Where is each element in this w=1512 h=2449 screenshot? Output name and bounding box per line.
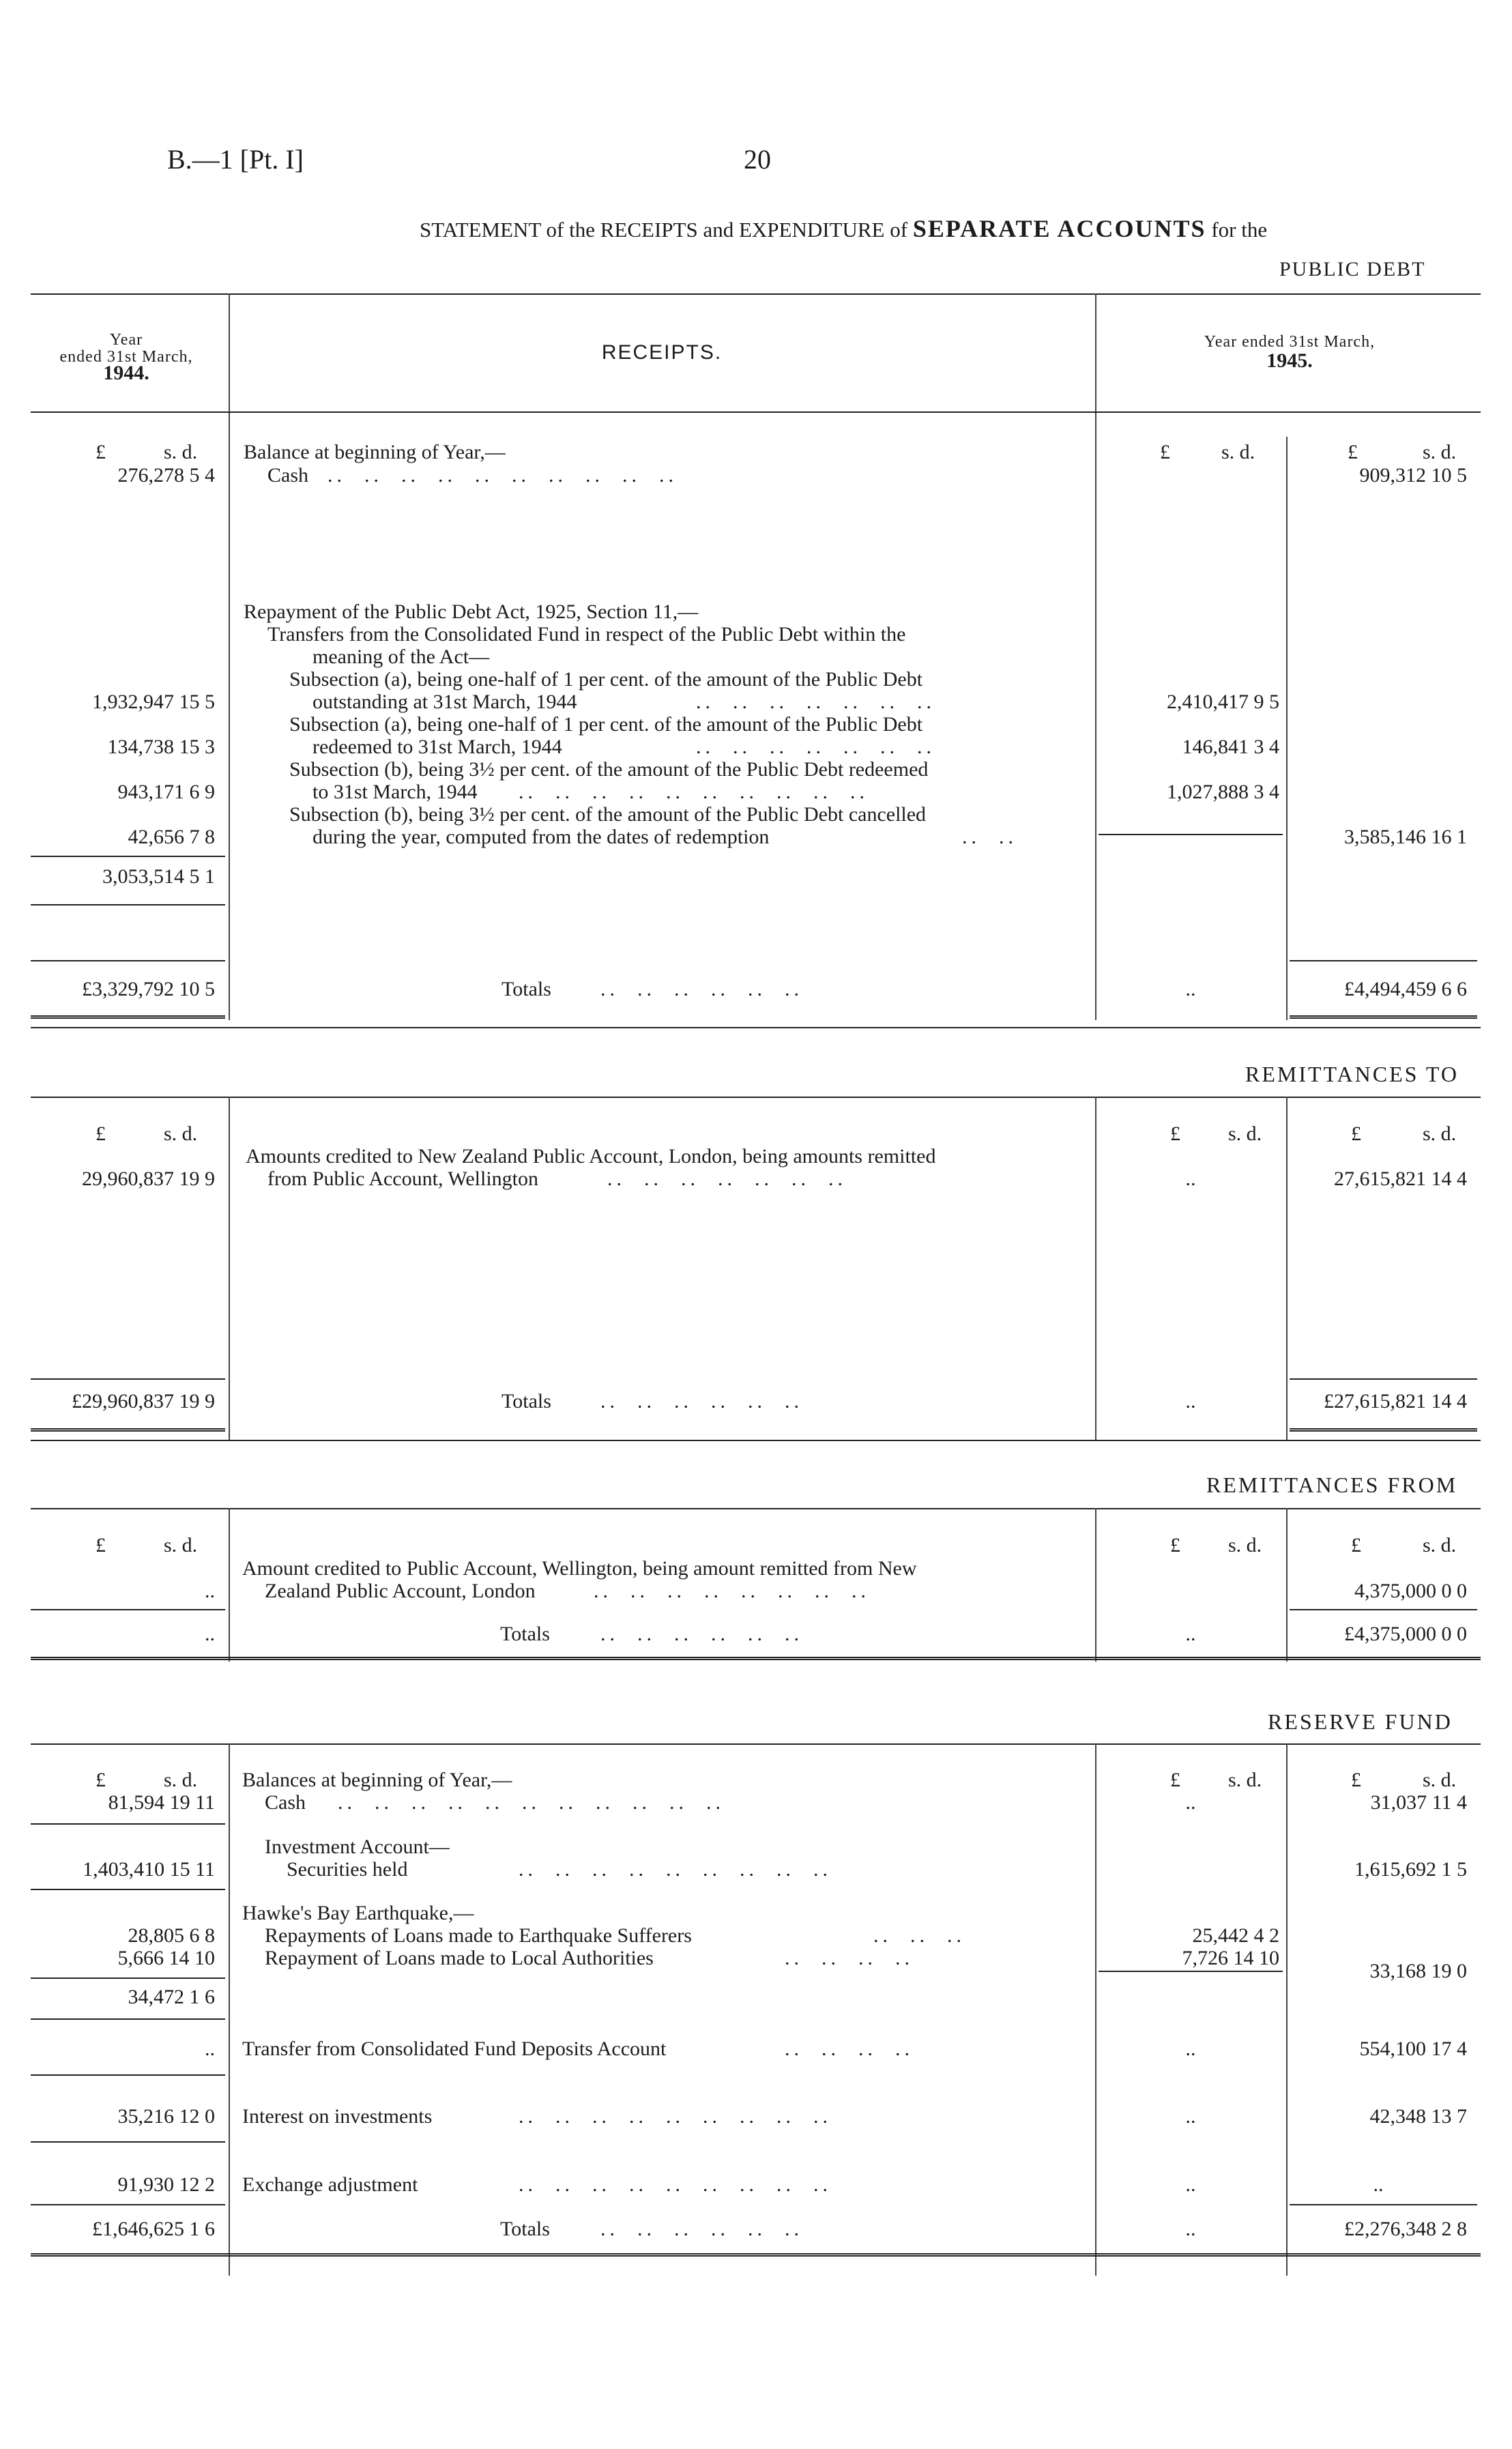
rule bbox=[31, 293, 1481, 295]
rule bbox=[1099, 1971, 1283, 1972]
remittance-text: Amount credited to Public Account, Wellington, being amount remitted from New bbox=[242, 1557, 917, 1580]
subsection-text: during the year, computed from the dates of redemption bbox=[312, 826, 770, 848]
amount-prev: 943,171 6 9 bbox=[117, 781, 215, 803]
subsection-text: Subsection (b), being 3½ per cent. of the amount of the Public Debt redeemed bbox=[289, 758, 929, 781]
totals-cur: £4,375,000 0 0 bbox=[1344, 1623, 1467, 1645]
rule bbox=[1290, 1609, 1477, 1610]
leader-dots: .. .. .. .. bbox=[785, 2038, 914, 2060]
rule bbox=[31, 2074, 225, 2076]
hawkes-bay-prev: 28,805 6 8 bbox=[128, 1924, 215, 1947]
double-rule bbox=[31, 1428, 225, 1432]
cur-symbol: £ bbox=[1348, 441, 1358, 463]
col-divider bbox=[229, 293, 230, 1020]
subsection-text: redeemed to 31st March, 1944 bbox=[312, 736, 562, 758]
cur-symbol: £ bbox=[96, 1122, 106, 1145]
totals-mid: .. bbox=[1185, 2218, 1196, 2240]
rule bbox=[1290, 960, 1477, 961]
cur-symbol: £ bbox=[1170, 1769, 1180, 1791]
totals-prev: £3,329,792 10 5 bbox=[82, 978, 215, 1000]
balances-heading: Balances at beginning of Year,— bbox=[242, 1769, 512, 1791]
rule bbox=[31, 2141, 225, 2143]
cur-sd: s. d. bbox=[1228, 1122, 1262, 1145]
cur-sd: s. d. bbox=[1423, 1534, 1457, 1556]
cur-symbol: £ bbox=[96, 1534, 106, 1556]
year-prev-value: 1944. bbox=[103, 362, 149, 384]
leader-dots: .. .. .. .. bbox=[785, 1947, 914, 1969]
double-rule bbox=[1290, 1428, 1477, 1432]
totals-prev: £29,960,837 19 9 bbox=[72, 1390, 215, 1412]
col-divider bbox=[1286, 1508, 1288, 1662]
remittance-text: Amounts credited to New Zealand Public Account, London, being amounts remitted bbox=[246, 1145, 936, 1168]
hawkes-bay-mid: 7,726 14 10 bbox=[1182, 1947, 1279, 1969]
receipts-heading: RECEIPTS. bbox=[601, 341, 723, 364]
cash-mid: .. bbox=[1185, 1791, 1196, 1814]
double-rule bbox=[31, 2253, 1481, 2257]
cur-sd: s. d. bbox=[1228, 1769, 1262, 1791]
rule bbox=[31, 1508, 1481, 1509]
rule bbox=[1099, 834, 1283, 835]
rule bbox=[31, 1743, 1481, 1745]
subtotal-prev: 3,053,514 5 1 bbox=[102, 865, 215, 888]
rule bbox=[31, 1609, 225, 1610]
repayment-heading: Repayment of the Public Debt Act, 1925, Section 11,— bbox=[244, 600, 699, 623]
rule bbox=[31, 960, 225, 961]
leader-dots: .. .. .. .. .. .. bbox=[600, 1623, 803, 1645]
leader-dots: .. .. .. .. .. .. .. .. .. bbox=[519, 1858, 832, 1881]
double-rule bbox=[31, 1015, 225, 1019]
section-title-reserve-fund: RESERVE FUND bbox=[1268, 1709, 1453, 1734]
hawkes-bay-subtotal-prev: 34,472 1 6 bbox=[128, 1986, 215, 2008]
amount-cur: 4,375,000 0 0 bbox=[1354, 1580, 1467, 1602]
cash-prev: 81,594 19 11 bbox=[108, 1791, 215, 1814]
interest-mid: .. bbox=[1185, 2105, 1196, 2128]
col-divider bbox=[229, 1743, 230, 2276]
section-title-public-debt: PUBLIC DEBT bbox=[1279, 258, 1426, 280]
rule bbox=[31, 411, 1481, 413]
totals-mid: .. bbox=[1185, 978, 1196, 1000]
cur-sd: s. d. bbox=[1228, 1534, 1262, 1556]
rule bbox=[31, 1440, 1481, 1441]
leader-dots: .. .. .. .. .. .. .. bbox=[696, 691, 935, 713]
rule bbox=[31, 2018, 225, 2020]
rule bbox=[31, 2204, 225, 2205]
repayment-text: meaning of the Act— bbox=[312, 646, 490, 668]
leader-dots: .. .. .. .. .. .. .. bbox=[607, 1168, 847, 1190]
subsection-text: Subsection (a), being one-half of 1 per cent. of the amount of the Public Debt bbox=[289, 713, 923, 736]
col-divider bbox=[1095, 1097, 1096, 1441]
interest-prev: 35,216 12 0 bbox=[117, 2105, 215, 2128]
section-title-remittances-from: REMITTANCES FROM bbox=[1206, 1473, 1458, 1497]
amount-cur: 27,615,821 14 4 bbox=[1334, 1168, 1467, 1190]
cur-sd: s. d. bbox=[1423, 1122, 1457, 1145]
cur-symbol: £ bbox=[1160, 441, 1170, 463]
rule bbox=[31, 1977, 225, 1979]
transfer-prev: .. bbox=[205, 2038, 215, 2060]
hawkes-bay-mid: 25,442 4 2 bbox=[1192, 1924, 1279, 1947]
totals-cur: £2,276,348 2 8 bbox=[1344, 2218, 1467, 2240]
cur-symbol: £ bbox=[1351, 1769, 1361, 1791]
totals-label: Totals bbox=[501, 978, 551, 1000]
cur-sd: s. d. bbox=[1423, 1769, 1457, 1791]
transfer-cur: 554,100 17 4 bbox=[1359, 2038, 1467, 2060]
amount-prev: 134,738 15 3 bbox=[107, 736, 215, 758]
leader-dots: .. .. .. .. .. .. .. .. .. bbox=[519, 2105, 832, 2128]
statement-emphasis: SEPARATE ACCOUNTS bbox=[912, 215, 1206, 242]
amount-cur-detail: 1,027,888 3 4 bbox=[1167, 781, 1279, 803]
rule bbox=[1290, 2204, 1477, 2205]
transfer-label: Transfer from Consolidated Fund Deposits Account bbox=[242, 2038, 667, 2060]
leader-dots: .. .. .. .. .. .. bbox=[600, 978, 803, 1000]
hawkes-bay-item: Repayments of Loans made to Earthquake Sufferers bbox=[265, 1924, 692, 1947]
amount-cur-detail: 2,410,417 9 5 bbox=[1167, 691, 1279, 713]
hawkes-bay-prev: 5,666 14 10 bbox=[117, 1947, 215, 1969]
col-divider bbox=[1095, 1743, 1096, 2276]
rule bbox=[31, 1378, 225, 1380]
subsection-text: to 31st March, 1944 bbox=[312, 781, 478, 803]
cur-symbol: £ bbox=[96, 1769, 106, 1791]
leader-dots: .. .. .. .. .. .. .. .. bbox=[594, 1580, 870, 1602]
col-divider bbox=[1286, 1097, 1288, 1441]
cur-sd: s. d. bbox=[1221, 441, 1255, 463]
totals-mid: .. bbox=[1185, 1390, 1196, 1412]
cur-symbol: £ bbox=[1351, 1122, 1361, 1145]
col-divider bbox=[229, 1097, 230, 1441]
investment-heading: Investment Account— bbox=[265, 1836, 450, 1858]
cur-sd: s. d. bbox=[164, 1122, 198, 1145]
year-prev-label: Year bbox=[109, 331, 143, 349]
leader-dots: .. .. .. .. .. .. .. bbox=[696, 736, 935, 758]
exchange-label: Exchange adjustment bbox=[242, 2173, 418, 2196]
interest-cur: 42,348 13 7 bbox=[1369, 2105, 1467, 2128]
cur-symbol: £ bbox=[1170, 1122, 1180, 1145]
rule bbox=[31, 1889, 225, 1890]
cash-prev: 276,278 5 4 bbox=[117, 464, 215, 487]
totals-cur: £27,615,821 14 4 bbox=[1324, 1390, 1467, 1412]
running-head: B.—1 [Pt. I] bbox=[167, 144, 304, 175]
cur-symbol: £ bbox=[1170, 1534, 1180, 1556]
totals-cur: £4,494,459 6 6 bbox=[1344, 978, 1467, 1000]
leader-dots: .. .. bbox=[962, 826, 1017, 848]
double-rule bbox=[1290, 1015, 1477, 1019]
rule bbox=[31, 904, 225, 905]
amount-mid: .. bbox=[1185, 1168, 1196, 1190]
rule bbox=[31, 1097, 1481, 1098]
cur-sd: s. d. bbox=[1423, 441, 1457, 463]
cash-label: Cash bbox=[267, 464, 308, 487]
cash-cur: 909,312 10 5 bbox=[1359, 464, 1467, 487]
investment-label: Securities held bbox=[287, 1858, 408, 1881]
cur-symbol: £ bbox=[1351, 1534, 1361, 1556]
remittance-text: Zealand Public Account, London bbox=[265, 1580, 536, 1602]
amount-prev: 29,960,837 19 9 bbox=[82, 1168, 215, 1190]
year-prev-label: ended 31st March, bbox=[59, 348, 193, 366]
leader-dots: .. .. .. .. .. .. bbox=[600, 1390, 803, 1412]
hawkes-bay-subtotal-cur: 33,168 19 0 bbox=[1369, 1960, 1467, 1982]
statement-title bbox=[420, 217, 1267, 242]
investment-prev: 1,403,410 15 11 bbox=[83, 1858, 215, 1881]
double-rule bbox=[31, 1657, 1481, 1660]
leader-dots: .. .. .. bbox=[873, 1924, 965, 1947]
rule bbox=[31, 1823, 225, 1825]
leader-dots: .. .. .. .. .. .. .. .. .. .. bbox=[519, 781, 869, 803]
subsection-text: Subsection (a), being one-half of 1 per cent. of the amount of the Public Debt bbox=[289, 668, 923, 691]
col-divider bbox=[1286, 437, 1288, 1020]
year-cur-value: 1945. bbox=[1266, 349, 1313, 372]
leader-dots: .. .. .. .. .. .. .. .. .. bbox=[519, 2173, 832, 2196]
totals-prev: .. bbox=[205, 1623, 215, 1645]
exchange-prev: 91,930 12 2 bbox=[117, 2173, 215, 2196]
section-title-remittances-to: REMITTANCES TO bbox=[1245, 1062, 1459, 1086]
col-divider bbox=[1095, 293, 1096, 1020]
totals-prev: £1,646,625 1 6 bbox=[92, 2218, 215, 2240]
totals-mid: .. bbox=[1185, 1623, 1196, 1645]
repayment-text: Transfers from the Consolidated Fund in respect of the Public Debt within the bbox=[267, 623, 906, 646]
exchange-mid: .. bbox=[1185, 2173, 1196, 2196]
investment-cur: 1,615,692 1 5 bbox=[1354, 1858, 1467, 1881]
interest-label: Interest on investments bbox=[242, 2105, 433, 2128]
rule bbox=[1290, 1378, 1477, 1380]
year-cur-label: Year ended 31st March, bbox=[1204, 333, 1376, 351]
transfer-mid: .. bbox=[1185, 2038, 1196, 2060]
subsection-text: outstanding at 31st March, 1944 bbox=[312, 691, 577, 713]
cur-symbol: £ bbox=[96, 441, 106, 463]
remittance-text: from Public Account, Wellington bbox=[267, 1168, 538, 1190]
hawkes-bay-item: Repayment of Loans made to Local Authorities bbox=[265, 1947, 654, 1969]
rule bbox=[31, 1027, 1481, 1028]
col-divider bbox=[229, 1508, 230, 1662]
hawkes-bay-heading: Hawke's Bay Earthquake,— bbox=[242, 1902, 474, 1924]
amount-cur-detail: 146,841 3 4 bbox=[1182, 736, 1279, 758]
cash-cur: 31,037 11 4 bbox=[1370, 1791, 1467, 1814]
leader-dots: .. .. .. .. .. .. .. .. .. .. bbox=[328, 464, 678, 487]
totals-label: Totals bbox=[500, 1623, 550, 1645]
amount-prev: 42,656 7 8 bbox=[128, 826, 215, 848]
cash-label: Cash bbox=[265, 1791, 306, 1814]
subtotal-cur: 3,585,146 16 1 bbox=[1344, 826, 1467, 848]
exchange-cur: .. bbox=[1373, 2173, 1384, 2196]
cur-sd: s. d. bbox=[164, 441, 198, 463]
cur-sd: s. d. bbox=[164, 1534, 198, 1556]
statement-text: STATEMENT of the RECEIPTS and EXPENDITURE of bbox=[420, 218, 908, 242]
leader-dots: .. .. .. .. .. .. .. .. .. .. .. bbox=[338, 1791, 725, 1814]
col-divider bbox=[1095, 1508, 1096, 1662]
page-number: 20 bbox=[744, 144, 771, 175]
subsection-text: Subsection (b), being 3½ per cent. of the amount of the Public Debt cancelled bbox=[289, 803, 927, 826]
statement-tail: for the bbox=[1211, 218, 1268, 242]
col-divider bbox=[1286, 1743, 1288, 2276]
totals-label: Totals bbox=[500, 2218, 550, 2240]
rule bbox=[31, 856, 225, 857]
totals-label: Totals bbox=[501, 1390, 551, 1412]
amount-prev: .. bbox=[205, 1580, 215, 1602]
cur-sd: s. d. bbox=[164, 1769, 198, 1791]
amount-prev: 1,932,947 15 5 bbox=[92, 691, 215, 713]
leader-dots: .. .. .. .. .. .. bbox=[600, 2218, 803, 2240]
balance-heading: Balance at beginning of Year,— bbox=[244, 441, 506, 463]
